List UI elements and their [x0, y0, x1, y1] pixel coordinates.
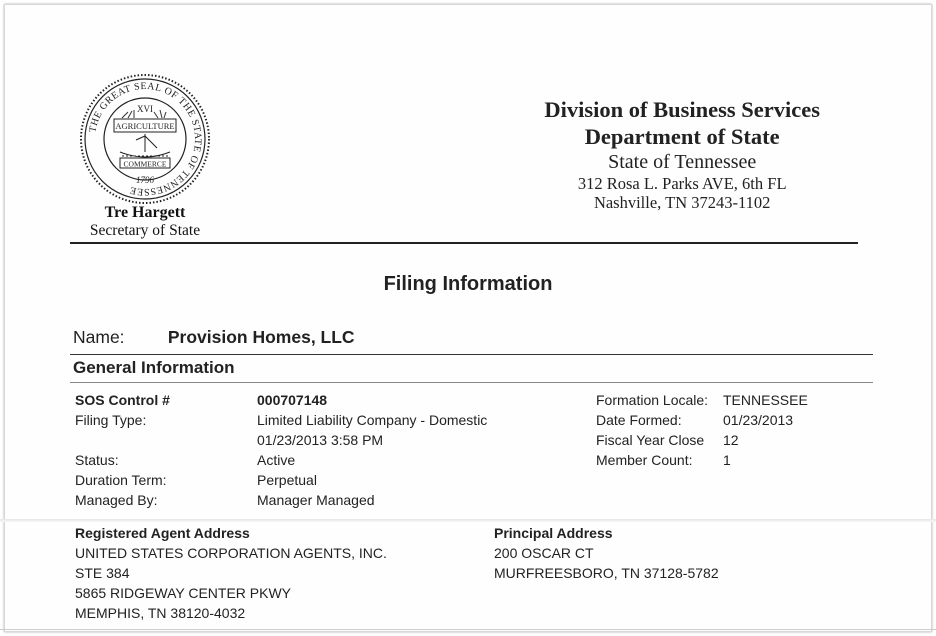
principal-address-line: MURFREESBORO, TN 37128-5782 — [494, 565, 719, 581]
entity-name-row — [73, 327, 355, 348]
seal-top-word: AGRICULTURE — [115, 121, 175, 131]
name-divider — [70, 354, 873, 355]
formation-locale-label: Formation Locale: — [596, 392, 709, 408]
officer-name: Tre Hargett — [104, 204, 186, 221]
duration-term-label: Duration Term: — [75, 472, 167, 488]
general-info-heading: General Information — [73, 358, 235, 377]
principal-address-heading: Principal Address — [494, 525, 613, 541]
formation-locale-value: TENNESSEE — [723, 392, 808, 408]
general-divider — [70, 382, 873, 383]
sos-control-value: 000707148 — [257, 392, 328, 408]
agency-header — [544, 96, 820, 212]
header-divider — [70, 242, 858, 244]
officer-block — [64, 203, 226, 240]
header-street: 312 Rosa L. Parks AVE, 6th FL — [577, 174, 787, 193]
date-formed-value: 01/23/2013 — [723, 412, 794, 428]
officer-title: Secretary of State — [89, 222, 201, 239]
header-city: Nashville, TN 37243-1102 — [593, 193, 771, 212]
member-count-label: Member Count: — [596, 452, 693, 468]
sos-control-label: SOS Control # — [75, 392, 170, 408]
state-seal-icon — [78, 72, 212, 206]
seal-numeral: XVI — [137, 104, 153, 114]
header-department: Department of State — [584, 124, 780, 149]
status-label: Status: — [75, 452, 119, 468]
managed-by-value: Manager Managed — [257, 492, 375, 508]
seal-outer-text: THE GREAT SEAL OF THE STATE OF TENNESSEE — [87, 80, 204, 198]
filing-type-value: Limited Liability Company - Domestic — [257, 412, 488, 428]
registered-agent-line: MEMPHIS, TN 38120-4032 — [75, 605, 246, 621]
status-value: Active — [257, 452, 296, 468]
filing-date-value: 01/23/2013 3:58 PM — [257, 432, 384, 448]
page-fold — [0, 519, 936, 522]
fiscal-year-close-label: Fiscal Year Close — [596, 432, 705, 448]
entity-name-value: Provision Homes, LLC — [167, 327, 355, 347]
page-title: Filing Information — [383, 273, 553, 295]
registered-agent-line: STE 384 — [75, 565, 130, 581]
filing-type-label: Filing Type: — [75, 412, 147, 428]
seal-year: 1796 — [136, 175, 154, 185]
header-division: Division of Business Services — [544, 97, 820, 122]
fiscal-year-close-value: 12 — [723, 432, 739, 448]
registered-agent-line: UNITED STATES CORPORATION AGENTS, INC. — [75, 545, 387, 561]
registered-agent-line: 5865 RIDGEWAY CENTER PKWY — [75, 585, 292, 601]
seal-bottom-word: COMMERCE — [123, 159, 167, 169]
date-formed-label: Date Formed: — [596, 412, 682, 428]
entity-name-label: Name: — [73, 327, 125, 347]
principal-address-line: 200 OSCAR CT — [494, 545, 594, 561]
duration-term-value: Perpetual — [257, 472, 317, 488]
page-bottom-edge — [0, 629, 936, 630]
registered-agent-heading: Registered Agent Address — [75, 525, 250, 541]
header-state: State of Tennessee — [608, 151, 757, 173]
managed-by-label: Managed By: — [75, 492, 158, 508]
member-count-value: 1 — [723, 452, 731, 468]
